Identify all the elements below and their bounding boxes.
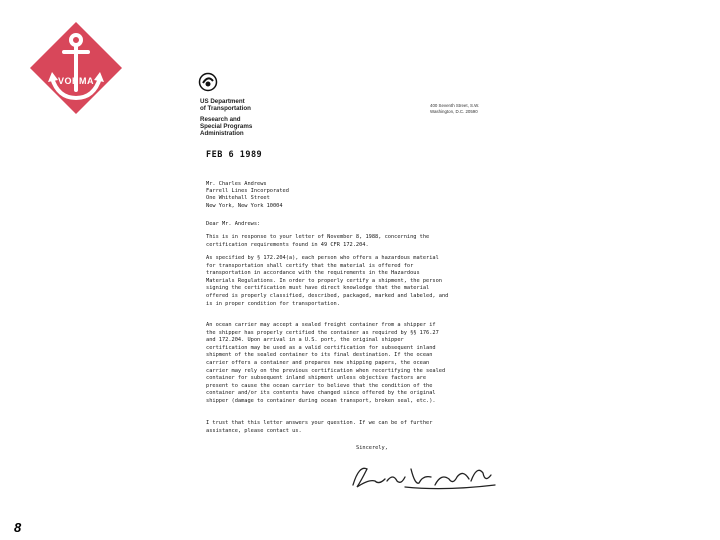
paragraph-line: present to cause the ocean carrier to believe that the condition of the xyxy=(206,382,433,389)
paragraph-line: container for subsequent inland shipment unless objective factors are xyxy=(206,375,427,382)
letterhead-organization xyxy=(200,98,252,137)
paragraph-line: the shipper has properly certified the container as required by §§ 176.27 xyxy=(206,329,439,336)
paragraph-certification xyxy=(206,255,506,308)
paragraph-line: assistance, please contact us. xyxy=(206,427,302,434)
paragraph-line: shipment of the sealed container to its final destination. If the ocean xyxy=(206,352,433,359)
org-line: US Department xyxy=(200,98,245,105)
admin-line: Administration xyxy=(200,130,244,137)
recipient-line: Farrell Lines Incorporated xyxy=(206,188,289,195)
letterhead-address xyxy=(430,103,479,115)
vohma-logo xyxy=(28,20,124,116)
address-line: Washington, D.C. 20590 xyxy=(430,109,478,114)
dot-emblem-icon xyxy=(198,72,218,92)
logo-text: VOHMA xyxy=(58,76,94,86)
paragraph-line: signing the certification must have direct knowledge that the material xyxy=(206,285,430,292)
date-stamp: FEB 6 1989 xyxy=(206,150,263,160)
page-number: 8 xyxy=(14,520,22,535)
paragraph-line: An ocean carrier may accept a sealed freight container from a shipper if xyxy=(206,322,436,328)
paragraph-line: for transportation shall certify that the material is offered for xyxy=(206,262,414,269)
admin-line: Research and xyxy=(200,116,241,123)
paragraph-line: offered is properly classified, described, packaged, marked and labeled, and xyxy=(206,292,449,299)
address-line: 400 Seventh Street, S.W. xyxy=(430,103,480,108)
paragraph-ocean-carrier xyxy=(206,322,506,406)
paragraph-line: As specified by § 172.204(a), each person who offers a hazardous material xyxy=(206,255,439,261)
salutation: Dear Mr. Andrews: xyxy=(206,221,261,227)
paragraph-line: certification may be used as a valid certification for subsequent inland xyxy=(206,344,436,351)
paragraph-intro xyxy=(206,234,506,249)
handwritten-signature xyxy=(345,455,505,495)
paragraph-line: carrier may rely on the previous certification when recertifying the sealed xyxy=(206,367,446,374)
recipient-line: Mr. Charles Andrews xyxy=(206,181,267,187)
paragraph-line: container and/or its contents have changed since offered by the original xyxy=(206,390,436,397)
anchor-logo-icon xyxy=(28,20,124,116)
admin-line: Special Programs xyxy=(200,123,253,130)
paragraph-line: shipper (damage to container during ocean transport, broken seal, etc.). xyxy=(206,397,436,404)
closing: Sincerely, xyxy=(356,445,388,451)
recipient-line: New York, New York 10004 xyxy=(206,202,283,209)
paragraph-line: This is in response to your letter of November 8, 1988, concerning the xyxy=(206,234,430,240)
paragraph-closing xyxy=(206,420,506,435)
recipient-line: One Whitehall Street xyxy=(206,195,270,202)
paragraph-line: transportation in accordance with the requirements in the Hazardous xyxy=(206,270,420,277)
paragraph-line: Materials Regulations. In order to properly certify a shipment, the person xyxy=(206,277,442,284)
recipient-address xyxy=(206,181,289,210)
paragraph-line: certification requirements found in 49 CFR 172.204. xyxy=(206,241,369,248)
org-line: of Transportation xyxy=(200,105,251,112)
paragraph-line: I trust that this letter answers your question. If we can be of further xyxy=(206,420,433,426)
paragraph-line: carrier offers a container and prepares new shipping papers, the ocean xyxy=(206,359,430,366)
paragraph-line: is in proper condition for transportation. xyxy=(206,300,340,307)
paragraph-line: and 172.204. Upon arrival in a U.S. port, the original shipper xyxy=(206,337,404,344)
